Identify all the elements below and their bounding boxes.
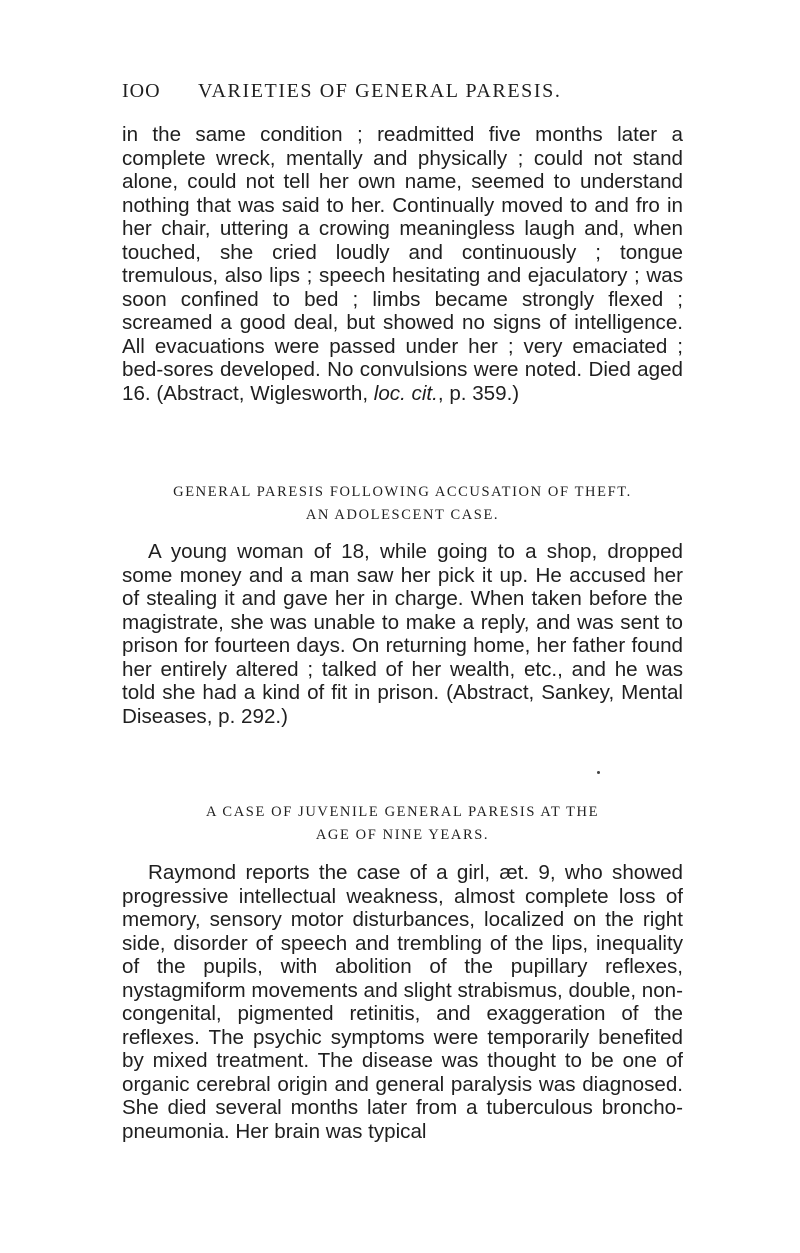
section-heading-juvenile	[122, 801, 683, 847]
paragraph-juvenile-case	[122, 861, 683, 1144]
section-heading-line-1: GENERAL PARESIS FOLLOWING ACCUSATION OF THEFT.	[173, 484, 632, 500]
paragraph-text	[122, 123, 683, 406]
section-heading-line-1: A CASE OF JUVENILE GENERAL PARESIS AT THE	[205, 804, 600, 820]
section-heading-line-2: AN ADOLESCENT CASE.	[305, 507, 500, 523]
paragraph-case-continuation	[122, 123, 683, 406]
section-heading-line-2: AGE OF NINE YEARS.	[315, 827, 490, 843]
italic-citation: loc. cit.	[373, 382, 438, 406]
print-speck	[597, 771, 600, 774]
paragraph-text: A young woman of 18, while going to a shop, dropped some money and a man saw her pick it up. He accused her of stealing it and gave her in charge. When taken before the magistrate, she was unable to make a reply, and was sent to prison for fourteen days. On returning home, her father found her entirely altered ; talked of her wealth, etc., and he was told she had a kind of fit in prison. (Abstract, Sankey, Mental Diseases, p. 292.)	[122, 540, 683, 728]
paragraph-theft-case	[122, 540, 683, 728]
page-number: IOO	[122, 80, 161, 102]
paragraph-text-end: , p. 359.)	[437, 382, 520, 406]
paragraph-text-main: in the same condition ; readmitted five months later a complete wreck, mentally and physically ; could not stand alone, could not tell her own name, seemed to understand nothing that was said to her. Continually moved to and fro in her chair, uttering a crowing meaningless laugh and, when touched, she cried loudly and continuously ; tongue tremulous, also lips ; speech hesitating and ejaculatory ; was soon confined to bed ; limbs became strongly flexed ; screamed a good deal, but showed no signs of intelligence. All evacuations were passed under her ; very emaciated ; bed-sores developed. No convulsions were noted. Died aged 16. (Abstract, Wiglesworth,	[122, 123, 683, 406]
section-heading-theft	[122, 481, 683, 527]
running-head	[122, 80, 682, 110]
paragraph-text: Raymond reports the case of a girl, æt. 9, who showed progressive intellectual weakness, almost complete loss of memory, sensory motor disturbances, localized on the right side, disorder of speech and trembling of the lips, inequality of the pupils, with abolition of the pupillary reflexes, nystagmiform movements and slight strabismus, double, non-congenital, pigmented retinitis, and exaggeration of the reflexes. The psychic symptoms were temporarily benefited by mixed treatment. The disease was thought to be one of organic cerebral origin and general paralysis was diagnosed. She died several months later from a tuberculous broncho-pneumonia. Her brain was typical	[122, 861, 683, 1144]
running-title: VARIETIES OF GENERAL PARESIS.	[198, 80, 562, 102]
